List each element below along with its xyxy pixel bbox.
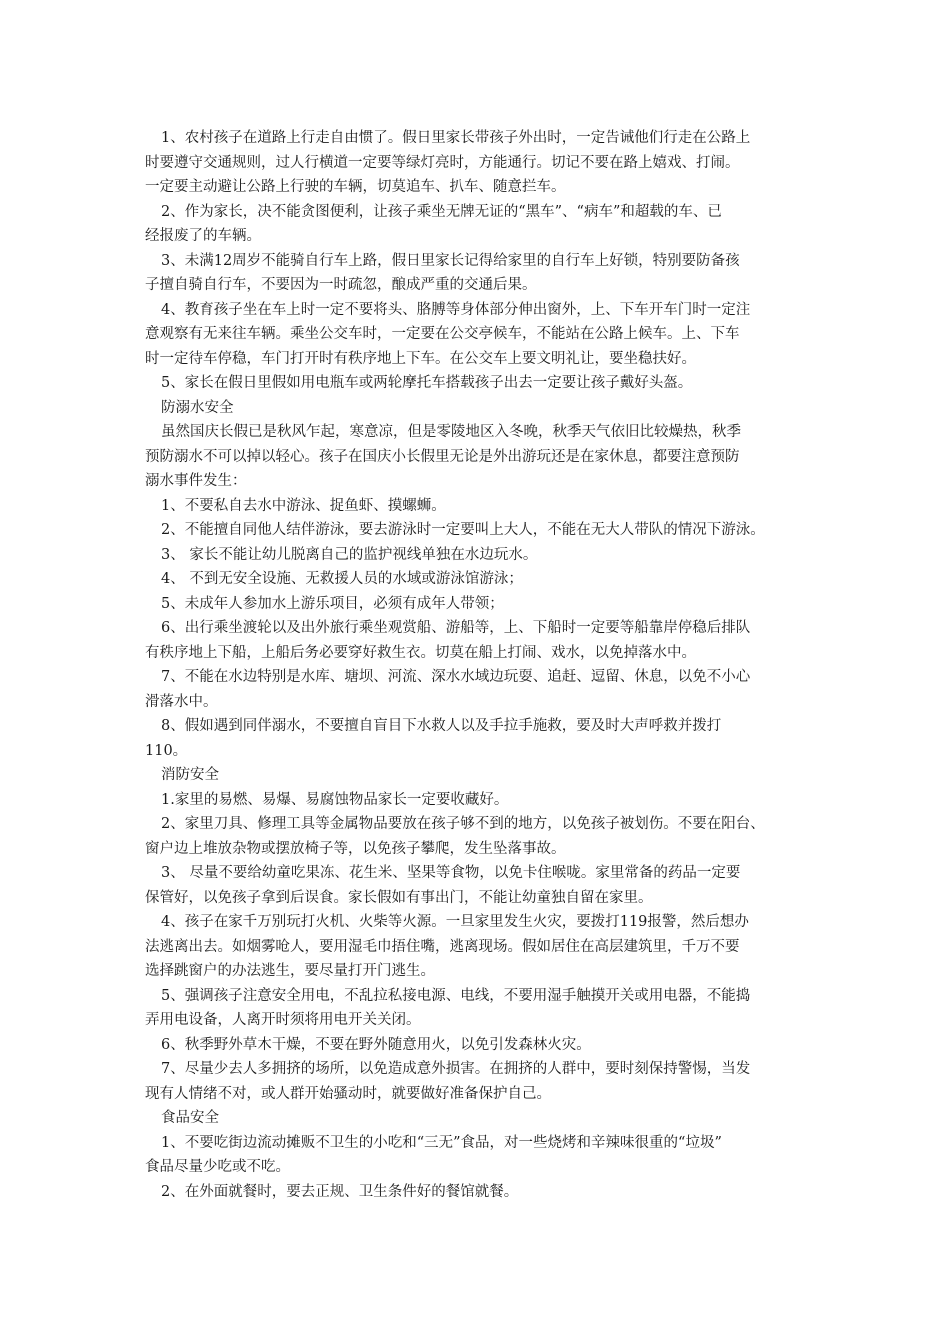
text-line: 选择跳窗户的办法逃生，要尽量打开门逃生。 — [145, 963, 435, 979]
text-line: 弄用电设备，人离开时须将用电开关关闭。 — [145, 1012, 421, 1028]
text-line: 1.家里的易燃、易爆、易腐蚀物品家长一定要收藏好。 — [161, 791, 509, 808]
text-line: 7、不能在水边特别是水库、塘坝、河流、深水水域边玩耍、追赶、逗留、休息，以免不小心 — [161, 669, 751, 685]
text-line: 溺水事件发生： — [145, 473, 247, 489]
text-line: 3、未满12周岁不能骑自行车上路，假日里家长记得给家里的自行车上好锁，特别要防备孩 — [161, 252, 740, 269]
text-line: 7、尽量少去人多拥挤的场所，以免造成意外损害。在拥挤的人群中，要时刻保持警惕，当发 — [161, 1061, 751, 1077]
text-line: 防溺水安全 — [161, 399, 234, 416]
text-line: 保管好，以免孩子拿到后误食。家长假如有事出门，不能让幼童独自留在家里。 — [145, 889, 653, 906]
text-line: 5、强调孩子注意安全用电，不乱拉私接电源、电线，不要用湿手触摸开关或用电器，不能捣 — [161, 987, 751, 1004]
text-line: 食品尽量少吃或不吃。 — [145, 1159, 290, 1175]
text-line: 窗户边上堆放杂物或摆放椅子等，以免孩子攀爬，发生坠落事故。 — [145, 840, 566, 857]
text-line: 6、出行乘坐渡轮以及出外旅行乘坐观赏船、游船等，上、下船时一定要等船靠岸停稳后排队 — [161, 620, 751, 636]
text-line: 2、家里刀具、修理工具等金属物品要放在孩子够不到的地方，以免孩子被划伤。不要在阳台、 — [161, 816, 765, 832]
text-line: 现有人情绪不对，或人群开始骚动时，就要做好准备保护自己。 — [145, 1085, 551, 1102]
text-line: 6、秋季野外草木干燥，不要在野外随意用火，以免引发森林火灾。 — [161, 1036, 591, 1053]
text-line: 1、不要私自去水中游泳、捉鱼虾、摸螺蛳。 — [161, 497, 446, 514]
text-line: 消防安全 — [161, 767, 219, 783]
text-line: 3、 尽量不要给幼童吃果冻、花生米、坚果等食物，以免卡住喉咙。家里常备的药品一定要 — [161, 865, 741, 881]
text-line: 法逃离出去。如烟雾呛人，要用湿毛巾捂住嘴，逃离现场。假如居住在高层建筑里，千万不要 — [145, 938, 740, 955]
text-line: 2、作为家长，决不能贪图便利，让孩子乘坐无牌无证的“黑车”、“病车”和超载的车、已 — [161, 203, 722, 220]
text-line: 110。 — [145, 742, 188, 759]
text-line: 8、假如遇到同伴溺水，不要擅自盲目下水救人以及手拉手施救，要及时大声呼救并拨打 — [161, 718, 722, 734]
text-line: 子擅自骑自行车，不要因为一时疏忽，酿成严重的交通后果。 — [145, 277, 537, 293]
document-body — [145, 126, 825, 1204]
text-line: 时一定待车停稳，车门打开时有秩序地上下车。在公交车上要文明礼让，要坐稳扶好。 — [145, 350, 696, 367]
text-line: 一定要主动避让公路上行驶的车辆，切莫追车、扒车、随意拦车。 — [145, 179, 566, 195]
text-line: 4、孩子在家千万别玩打火机、火柴等火源。一旦家里发生火灾，要拨打119报警，然后想办 — [161, 914, 749, 930]
text-line: 时要遵守交通规则，过人行横道一定要等绿灯亮时，方能通行。切记不要在路上嬉戏、打闹。 — [145, 154, 740, 171]
text-line: 1、农村孩子在道路上行走自由惯了。假日里家长带孩子外出时，一定告诫他们行走在公路上 — [161, 130, 751, 146]
text-line: 4、教育孩子坐在车上时一定不要将头、胳膊等身体部分伸出窗外，上、下车开车门时一定注 — [161, 301, 751, 318]
text-line: 有秩序地上下船，上船后务必要穿好救生衣。切莫在船上打闹、戏水，以免掉落水中。 — [145, 644, 696, 661]
text-line: 意观察有无来往车辆。乘坐公交车时，一定要在公交亭候车，不能站在公路上候车。上、下车 — [145, 326, 740, 342]
text-line: 2、不能擅自同他人结伴游泳，要去游泳时一定要叫上大人，不能在无大人带队的情况下游泳。 — [161, 522, 765, 538]
text-line: 1、不要吃街边流动摊贩不卫生的小吃和“三无”食品，对一些烧烤和辛辣味很重的“垃圾” — [161, 1134, 722, 1151]
text-line: 2、在外面就餐时，要去正规、卫生条件好的餐馆就餐。 — [161, 1183, 519, 1200]
text-line: 预防溺水不可以掉以轻心。孩子在国庆小长假里无论是外出游玩还是在家休息，都要注意预防 — [145, 448, 740, 465]
text-line: 食品安全 — [161, 1110, 219, 1126]
text-line: 3、 家长不能让幼儿脱离自己的监护视线单独在水边玩水。 — [161, 546, 538, 563]
text-line: 经报废了的车辆。 — [145, 228, 261, 244]
text-line: 滑落水中。 — [145, 693, 218, 710]
text-line: 虽然国庆长假已是秋风乍起，寒意凉，但是零陵地区入冬晚，秋季天气依旧比较燥热，秋季 — [161, 424, 741, 440]
text-line: 4、 不到无安全设施、无救援人员的水域或游泳馆游泳； — [161, 571, 523, 587]
text-line: 5、家长在假日里假如用电瓶车或两轮摩托车搭载孩子出去一定要让孩子戴好头盔。 — [161, 375, 693, 391]
text-line: 5、未成年人参加水上游乐项目，必须有成年人带领； — [161, 595, 504, 612]
